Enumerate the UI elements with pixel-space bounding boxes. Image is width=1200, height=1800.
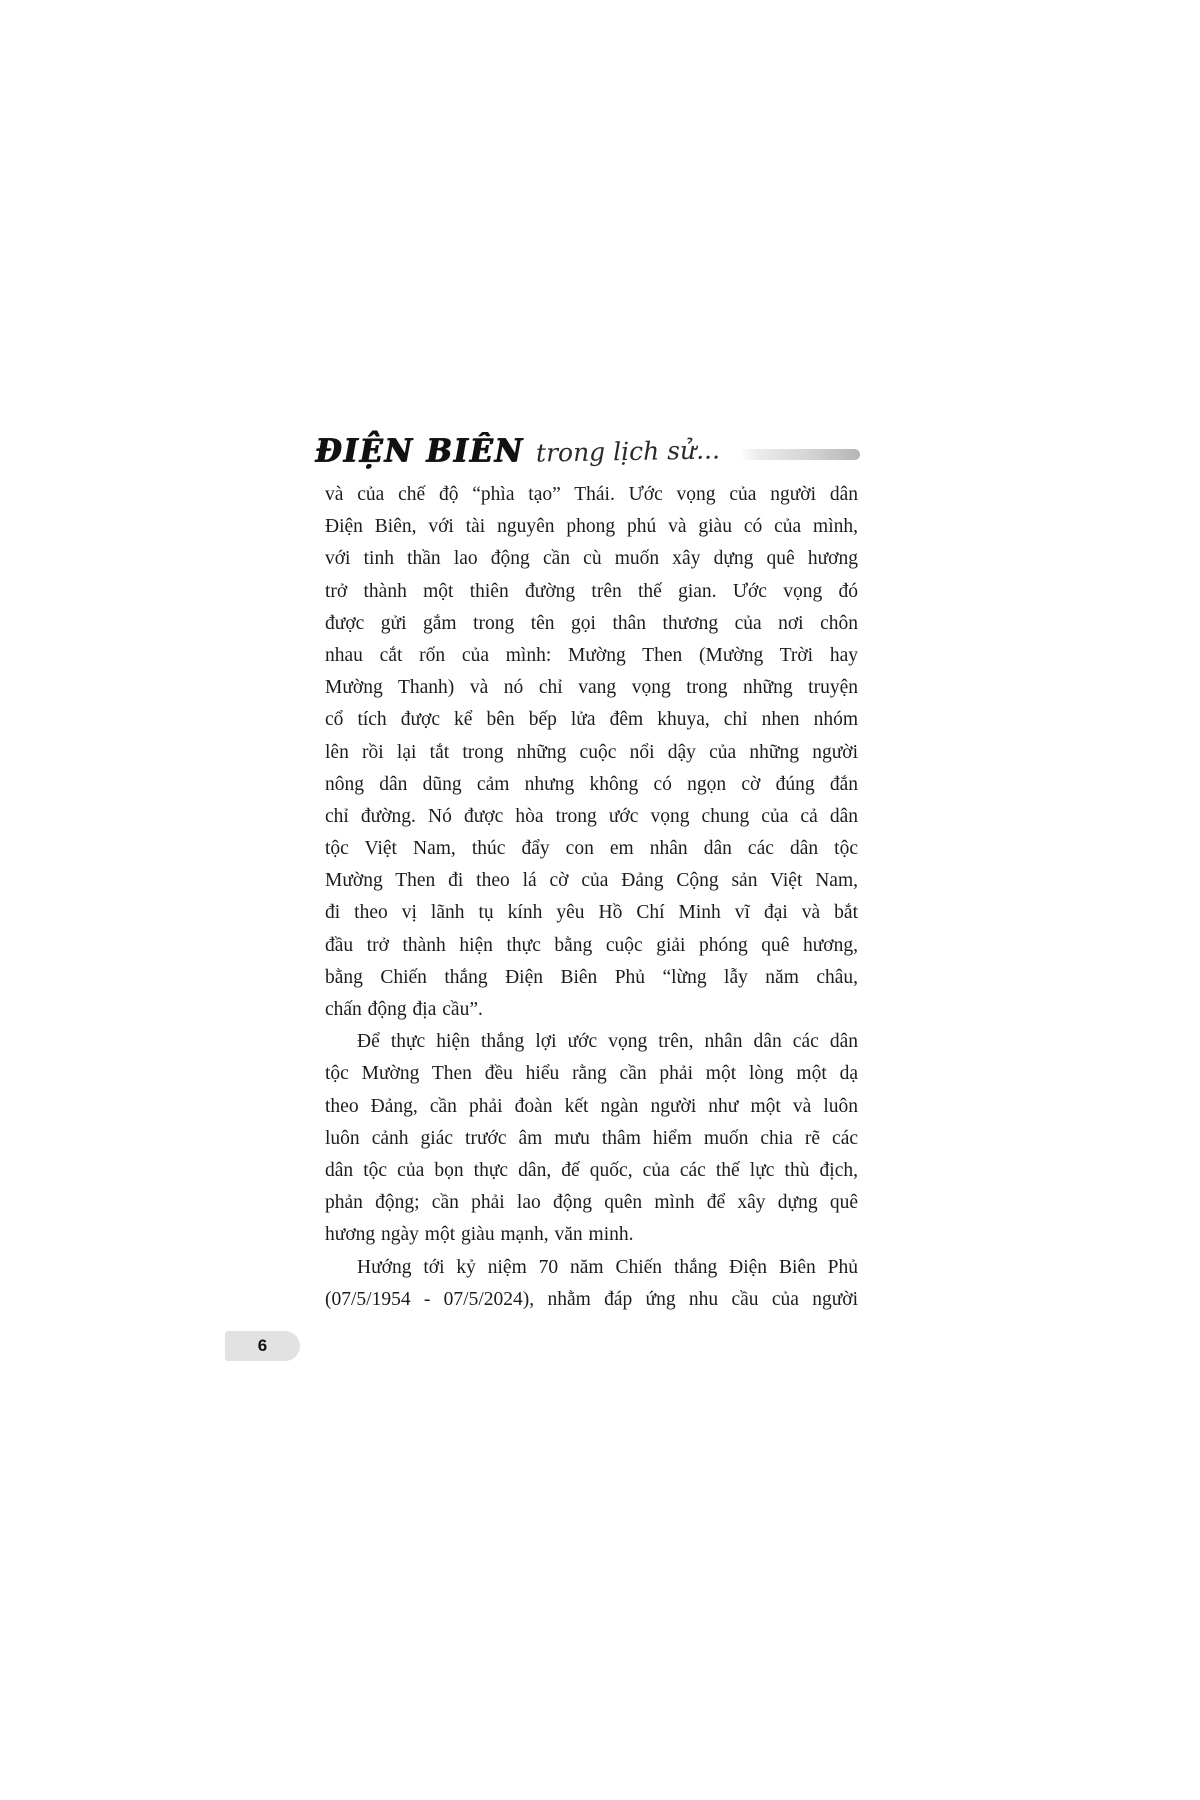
text-line: bằng Chiến thắng Điện Biên Phủ “lừng lẫy năm châu,: [325, 966, 858, 988]
text-line: tộc Việt Nam, thúc đẩy con em nhân dân các dân tộc: [325, 838, 858, 860]
text-line: chấn động địa cầu”.: [325, 999, 483, 1020]
text-line: chỉ đường. Nó được hòa trong ước vọng chung của cả dân: [325, 805, 858, 827]
text-line: luôn cảnh giác trước âm mưu thâm hiểm muốn chia rẽ các: [325, 1127, 858, 1149]
text-line: Mường Then đi theo lá cờ của Đảng Cộng sản Việt Nam,: [325, 870, 858, 892]
text-line: trở thành một thiên đường trên thế gian. Ước vọng đó: [325, 580, 858, 602]
text-line: đi theo vị lãnh tụ kính yêu Hồ Chí Minh vĩ đại và bắt: [325, 902, 858, 924]
text-line: cổ tích được kể bên bếp lửa đêm khuya, chỉ nhen nhóm: [325, 709, 858, 731]
text-line: được gửi gắm trong tên gọi thân thương của nơi chôn: [325, 612, 858, 634]
text-line: nông dân dũng cảm nhưng không có ngọn cờ đúng đắn: [325, 773, 858, 795]
text-line: nhau cắt rốn của mình: Mường Then (Mường Trời hay: [325, 644, 858, 666]
page-number: 6: [257, 1336, 268, 1355]
text-line: theo Đảng, cần phải đoàn kết ngàn người như một và luôn: [325, 1095, 858, 1117]
header-gradient-rule: [740, 449, 860, 460]
header-title: ĐIỆN BIÊN: [315, 432, 524, 470]
text-line: tộc Mường Then đều hiểu rằng cần phải một lòng một dạ: [325, 1063, 858, 1085]
text-line: Để thực hiện thắng lợi ước vọng trên, nhân dân các dân: [357, 1031, 858, 1053]
text-line: và của chế độ “phìa tạo” Thái. Ước vọng của người dân: [325, 484, 858, 505]
text-line: với tinh thần lao động cần cù muốn xây dựng quê hương: [325, 548, 858, 570]
text-line: dân tộc của bọn thực dân, đế quốc, của các thế lực thù địch,: [325, 1159, 858, 1181]
text-line: (07/5/1954 - 07/5/2024), nhằm đáp ứng nhu cầu của người: [325, 1288, 858, 1310]
header-subtitle: trong lịch sử...: [535, 434, 720, 468]
body-text-block: [325, 479, 858, 1316]
text-line: lên rồi lại tắt trong những cuộc nổi dậy của những người: [325, 741, 858, 763]
text-line: Điện Biên, với tài nguyên phong phú và giàu có của mình,: [325, 516, 858, 538]
text-line: hương ngày một giàu mạnh, văn minh.: [325, 1224, 634, 1246]
text-line: Mường Thanh) và nó chỉ vang vọng trong những truyện: [325, 677, 858, 699]
text-line: Hướng tới kỷ niệm 70 năm Chiến thắng Điện Biên Phủ: [357, 1256, 858, 1278]
text-line: phản động; cần phải lao động quên mình để xây dựng quê: [325, 1192, 858, 1214]
text-line: đầu trở thành hiện thực bằng cuộc giải phóng quê hương,: [325, 934, 858, 956]
running-header: [315, 430, 860, 472]
page-number-pill: [225, 1331, 300, 1361]
